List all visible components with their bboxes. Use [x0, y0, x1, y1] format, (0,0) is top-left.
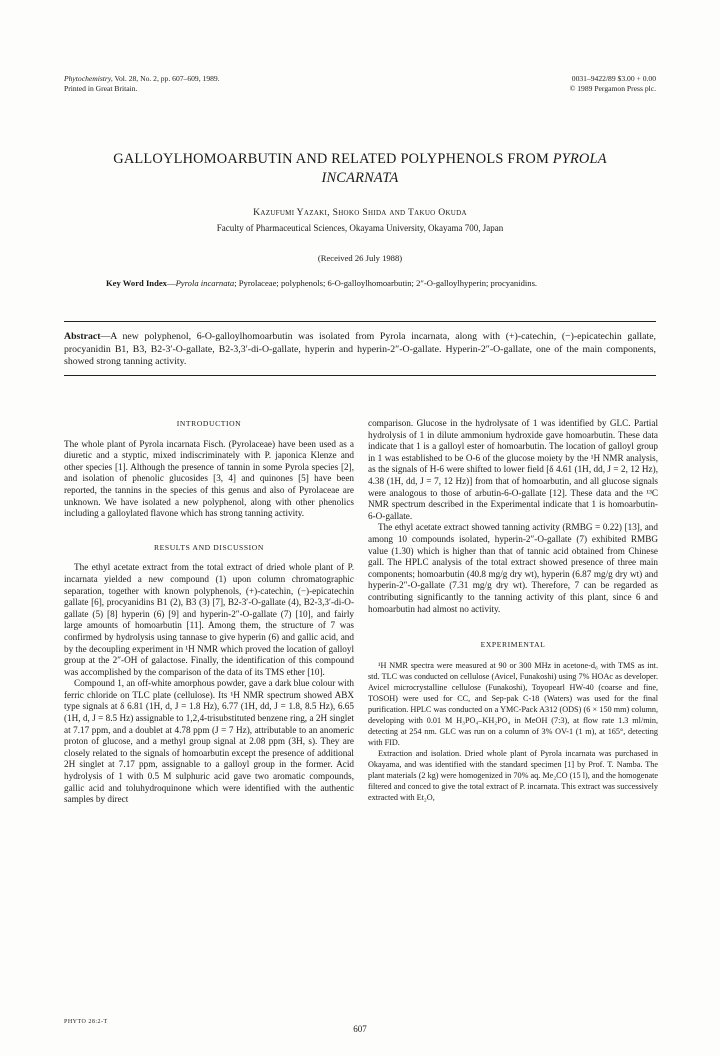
section-heading-results: RESULTS AND DISCUSSION	[154, 542, 264, 552]
issn-price: 0031–9422/89 $3.00 + 0.00	[571, 74, 656, 83]
right-column	[368, 418, 658, 803]
affiliation: Faculty of Pharmaceutical Sciences, Okayama University, Okayama 700, Japan	[216, 223, 504, 233]
intro-paragraph: The whole plant of Pyrola incarnata Fisch. (Pyrolaceae) have been used as a diuretic and a styptic, mixed indiscriminately with P. japonica Klenze and other species [1]. Although the presence of tannin in some Pyrola species [2], and isolation of phenolic glucosides [3, 4] and quinones [5] have been reported, the tannins in the species of this genus and also of Pyrolaceae are unknown. We have isolated a new polyphenol, along with other phenolics including a galloylated flavone which has strong tanning activity.	[64, 438, 354, 519]
printed-in: Printed in Great Britain.	[64, 84, 138, 93]
results-paragraph-2: Compound 1, an off-white amorphous powder, gave a dark blue colour with ferric chloride on TLC plate (cellulose). Its ¹H NMR spectrum showed ABX type signals at δ 6.81 (1H, d, J = 1.8 Hz), 6.77 (1H, dd, J = 1.8, 8.5 Hz), 6.65 (1H, d, J = 8.5 Hz) assignable to 1,2,4-trisubstituted benzene ring, a 2H singlet at 7.17 ppm, and a doublet at 4.78 ppm (J = 7 Hz), attributable to an anomeric proton of glucose, and a methyl group signal at 2.08 ppm (3H, s). They are closely related to the signals of homoarbutin except the presence of additional 2H singlet at 7.17 ppm, assignable to a galloyl group in the former. Acid hydrolysis of 1 with 0.5 M sulphuric acid gave two aromatic compounds, gallic acid and toluhydroquinone which were identified with the authentic samples by direct	[64, 678, 354, 805]
running-header-right	[570, 74, 656, 94]
section-heading-experimental: EXPERIMENTAL	[480, 640, 546, 650]
received-value: 26 July 1988	[354, 253, 400, 263]
keyword-species: Pyrola incarnata	[175, 278, 235, 288]
abstract-top-rule	[64, 321, 656, 322]
page-number: 607	[353, 1024, 367, 1034]
title-species-genus: PYROLA	[552, 151, 607, 167]
keyword-index	[106, 278, 626, 290]
left-column	[64, 418, 354, 806]
section-heading-introduction: INTRODUCTION	[176, 419, 242, 428]
abstract-bottom-rule	[64, 375, 656, 376]
running-header-left	[64, 74, 220, 94]
results-continued-2: The ethyl acetate extract showed tanning activity (RMBG = 0.22) [13], and among 10 compounds isolated, hyperin-2″-O-gallate (7) exhibited RMBG value (1.30) which is higher than that of tannic acid obtained from Chinese gall. The HPLC analysis of the total extract showed presence of three main components; homoarbutin (40.8 mg/g dry wt), hyperin (6.87 mg/g dry wt) and hyperin-2″-O-gallate (7.31 mg/g dry wt). Therefore, 7 can be regarded as contributing significantly to the tanning activity of this plant, since 6 and homoarbutin had almost no activity.	[368, 522, 658, 614]
abstract	[64, 331, 656, 369]
title-species-epithet: INCARNATA	[321, 170, 399, 186]
experimental-paragraph-2: Extraction and isolation. Dried whole plant of Pyrola incarnata was purchased in Okayama, and was identified with the standard specimen [1] by Prof. T. Namba. The plant materials (2 kg) were homogenized in 70% aq. Me₂CO (15 l), and the homogenate filtered and conced to give the total extract of P. incarnata. This extract was successively extracted with Et₂O,	[368, 748, 658, 802]
received-label: Received	[320, 253, 353, 263]
copyright: © 1989 Pergamon Press plc.	[569, 84, 656, 93]
keyword-label: Key Word Index	[106, 278, 167, 288]
footer-code: PHYTO 28:2-T	[64, 1019, 108, 1025]
abstract-text: A new polyphenol, 6-O-galloylhomoarbutin was isolated from Pyrola incarnata, along with (+)-catechin, (−)-epicatechin gallate, procyanidin B1, B3, B2-3′-O-gallate, B2-3,3′-di-O-gallate, hyperin and hyperin-2″-O-gallate. Hyperin-2″-O-gallate, one of the main components, showed strong tanning activity.	[64, 331, 656, 368]
title-main: GALLOYLHOMOARBUTIN AND RELATED POLYPHENOLS FROM	[113, 151, 549, 167]
author-list: Kazufumi Yazaki, Shoko Shida and Takuo Okuda	[253, 207, 467, 218]
abstract-label: Abstract	[64, 331, 101, 342]
article-title	[40, 150, 680, 188]
abstract-separator: —	[100, 331, 111, 342]
keyword-terms: ; Pyrolaceae; polyphenols; 6-O-galloylhomoarbutin; 2″-O-galloylhyperin; procyanidins.	[234, 278, 538, 288]
journal-name: Phytochemistry,	[64, 74, 113, 83]
results-paragraph-1: The ethyl acetate extract from the total extract of dried whole plant of P. incarnata yielded a new compound (1) upon column chromatographic separation, together with known polyphenols, (+)-catechin, (−)-epicatechin gallate [6], procyanidins B1 (2), B3 (3) [7], B2-3′-O-gallate (4), B2-3,3′-di-O-gallate (5) [8] hyperin (6) [9] and hyperin-2″-O-gallate (7) [10], and fairly large amounts of homoarbutin [11]. Among them, the structure of 7 was confirmed by hydrolysis using tannase to give hyperin (6) and gallic acid, and by the decoupling experiment in ¹H NMR which proved the location of galloyl group at the 2″-OH of galactose. Finally, the identification of this compound was accomplished by the comparison of the data of its TMS ether [10].	[64, 562, 354, 677]
journal-citation: Vol. 28, No. 2, pp. 607–609, 1989.	[114, 74, 220, 83]
received-date: (Received 26 July 1988)	[317, 253, 403, 263]
experimental-paragraph-1: ¹H NMR spectra were measured at 90 or 300 MHz in acetone-d₆ with TMS as int. std. TLC was conducted on cellulose (Avicel, Funakoshi) using 7% HOAc as developer. Avicel microcrystalline cellulose (Funakoshi), Toyopearl HW-40 (coarse and fine, TOSOH) were used for CC, and Sep-pak C-18 (Waters) was used for the final purification. HPLC was conducted on a YMC-Pack A312 (ODS) (6 × 150 mm) column, developing with 0.01 M H₃PO₄–KH₂PO₄ in MeOH (7:3), at flow rate 1.3 ml/min, detecting at 254 nm. GLC was run on a column of 3% OV-1 (1 m), at 165°, detecting with FID.	[368, 660, 658, 747]
keyword-separator: —	[166, 278, 176, 288]
results-continued-1: comparison. Glucose in the hydrolysate of 1 was identified by GLC. Partial hydrolysis of 1 in dilute ammonium hydroxide gave homoarbutin. These data indicate that 1 is a galloyl ester of homoarbutin. The location of galloyl group in 1 was established to be O-6 of the glucose moiety by the ¹H NMR analysis, as the signals of H-6 were shifted to lower field [δ 4.61 (1H, dd, J = 2, 12 Hz), 4.38 (1H, dd, J = 7, 12 Hz)] from that of homoarbutin, and all glucose signals were analogous to those of arbutin-6-O-gallate [12]. These data and the ¹³C NMR spectrum described in the Experimental indicate that 1 is homoarbutin-6-O-gallate.	[368, 418, 658, 521]
